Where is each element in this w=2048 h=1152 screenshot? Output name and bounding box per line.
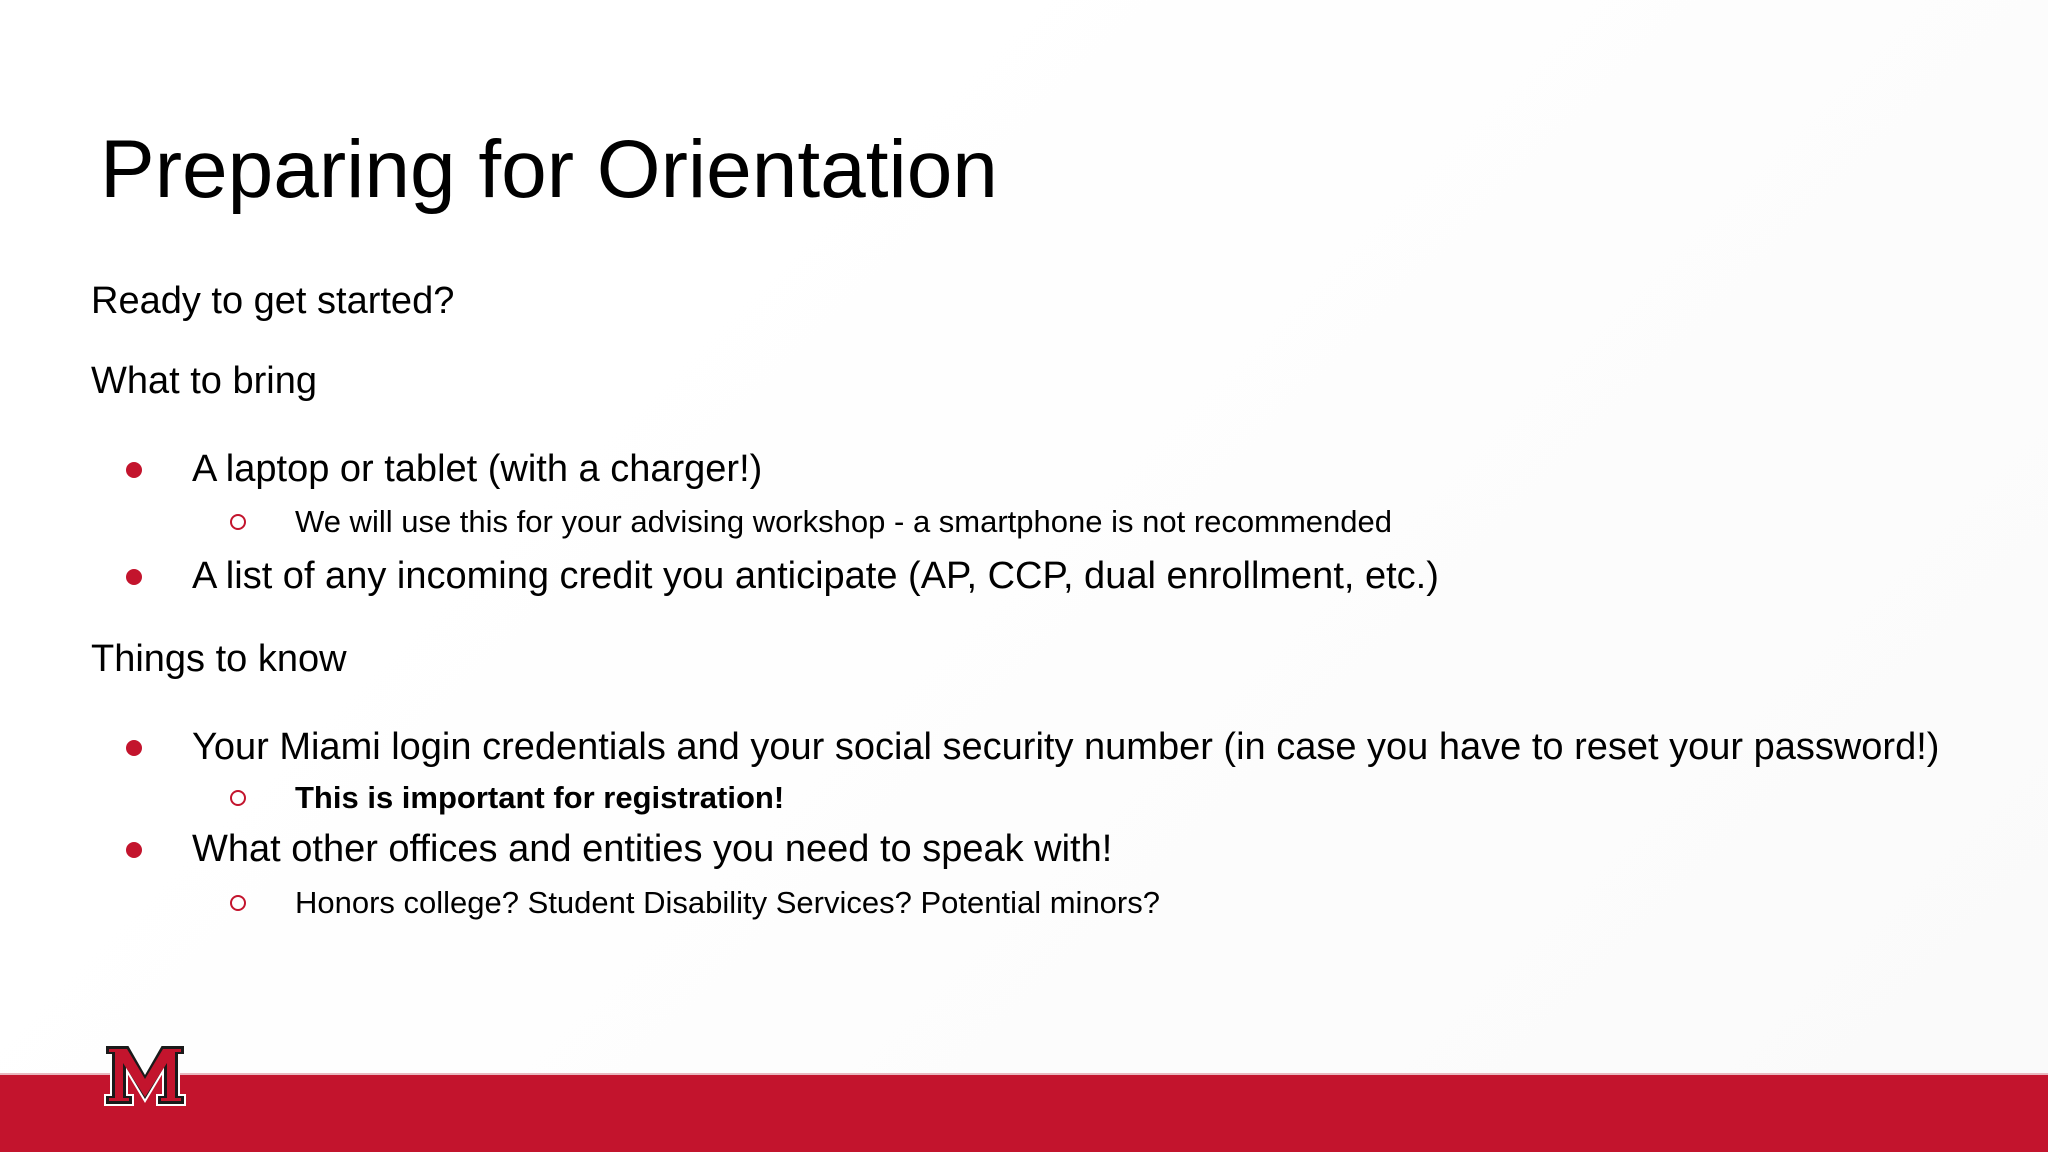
sub-list-item-text: Honors college? Student Disability Services? Potential minors? — [295, 885, 1160, 920]
hollow-bullet-icon — [230, 895, 246, 911]
list-item — [0, 554, 2048, 598]
section-heading-what-to-bring: What to bring — [91, 360, 317, 402]
list-item-text: What other offices and entities you need to speak with! — [192, 828, 1113, 870]
intro-heading: Ready to get started? — [91, 280, 455, 322]
sub-list-item-text: This is important for registration! — [295, 780, 785, 815]
sub-list-item — [0, 504, 2048, 540]
footer-bar — [0, 1075, 2048, 1152]
list-item — [0, 827, 2048, 871]
slide-title: Preparing for Orientation — [100, 124, 998, 215]
bullet-icon — [126, 462, 142, 478]
bullet-icon — [126, 569, 142, 585]
list-item-text: A laptop or tablet (with a charger!) — [192, 448, 763, 490]
bullet-icon — [126, 740, 142, 756]
sub-list-item — [0, 780, 2048, 816]
list-item — [0, 725, 2048, 769]
sub-list-item-text: We will use this for your advising workshop - a smartphone is not recommended — [295, 504, 1392, 539]
section-heading-things-to-know: Things to know — [91, 638, 347, 680]
hollow-bullet-icon — [230, 514, 246, 530]
list-item-text: A list of any incoming credit you anticipate (AP, CCP, dual enrollment, etc.) — [192, 555, 1439, 597]
miami-m-logo-icon — [103, 1043, 187, 1107]
list-item — [0, 447, 2048, 491]
list-item-text: Your Miami login credentials and your social security number (in case you have to reset your password!) — [192, 726, 1940, 768]
hollow-bullet-icon — [230, 790, 246, 806]
sub-list-item — [0, 885, 2048, 921]
bullet-icon — [126, 842, 142, 858]
